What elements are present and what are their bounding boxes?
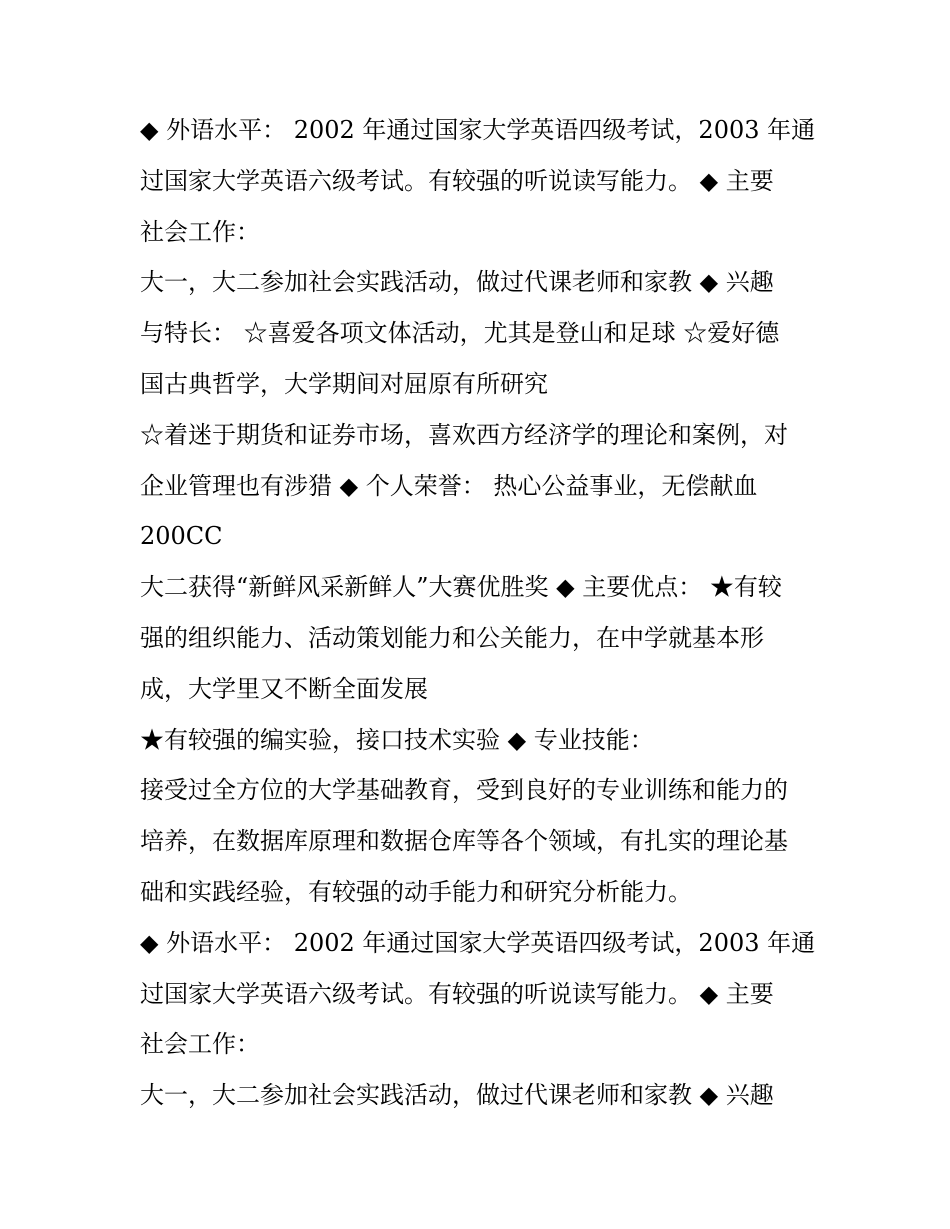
text-line: ◆ 外语水平： 2002 年通过国家大学英语四级考试，2003 年通 [140,116,816,144]
text-line: 过国家大学英语六级考试。有较强的听说读写能力。 ◆ 主要 [140,979,774,1008]
text-line: 强的组织能力、活动策划能力和公关能力，在中学就基本形 [140,623,764,652]
text-line: 大二获得“新鲜风采新鲜人”大赛优胜奖 ◆ 主要优点： ★有较 [140,573,782,602]
text-line: 过国家大学英语六级考试。有较强的听说读写能力。 ◆ 主要 [140,166,774,195]
text-line: 与特长： ☆喜爱各项文体活动，尤其是登山和足球 ☆爱好德 [140,319,780,348]
text-line: ☆着迷于期货和证券市场，喜欢西方经济学的理论和案例，对 [140,420,788,449]
text-line: 企业管理也有涉猎 ◆ 个人荣誉： 热心公益事业，无偿献血 [140,471,758,500]
text-line: 200CC [140,522,223,551]
text-line: 国古典哲学，大学期间对屈原有所研究 [140,369,548,398]
resume-text-block [140,105,820,1121]
text-line: 大一，大二参加社会实践活动，做过代课老师和家教 ◆ 兴趣 [140,1081,774,1110]
text-line: 接受过全方位的大学基础教育，受到良好的专业训练和能力的 [140,776,788,805]
text-line: ★有较强的编实验，接口技术实验 ◆ 专业技能： [140,725,654,754]
text-line: 大一，大二参加社会实践活动，做过代课老师和家教 ◆ 兴趣 [140,268,774,297]
text-line: 培养，在数据库原理和数据仓库等各个领域，有扎实的理论基 [140,827,788,856]
text-line: 成，大学里又不断全面发展 [140,674,428,703]
text-line: ◆ 外语水平： 2002 年通过国家大学英语四级考试，2003 年通 [140,928,816,957]
text-line: 社会工作： [140,1030,260,1059]
text-line: 础和实践经验，有较强的动手能力和研究分析能力。 [140,877,692,906]
text-line: 社会工作： [140,217,260,246]
